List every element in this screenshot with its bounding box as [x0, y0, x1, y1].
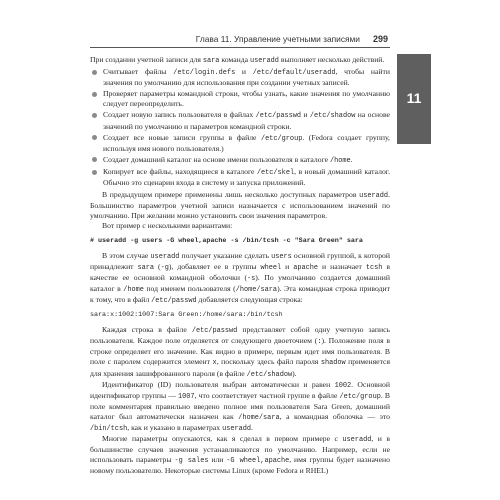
list-item: Создает все новые записи группы в файле /etc/group. (Fedora создает группу, используя имя нового пользователя.): [90, 133, 390, 154]
chapter-title: Глава 11. Управление учетными записями: [195, 34, 360, 44]
id-paragraph: Идентификатор (ID) пользователя выбран автоматически и равен 1002. Основной идентификатор группы — 1007, что соответствует частной группе в файле /etc/group. В поле комментария правильно введено полное имя пользователя Sara Green, домашний каталог был автоматически назначен как /home/sara, а командная оболочка — это /bin/tcsh, как и указано в параметрах useradd.: [90, 379, 391, 433]
list-item: Проверяет параметры командной строки, чтобы узнать, какие значения по умолчанию следует переопределить.: [90, 89, 390, 109]
body-text: [90, 55, 390, 476]
chapter-tab: [397, 54, 431, 144]
list-item: Считывает файлы /etc/login.defs и /etc/default/useradd, чтобы найти значения по умолчанию для использования при создании учетных записей.: [90, 67, 390, 88]
action-list: [90, 67, 390, 188]
bullet-icon: [92, 70, 97, 75]
intro-paragraph: При создании учетной записи для sara команда useradd выполняет несколько действий.: [90, 55, 385, 65]
options-paragraph: В предыдущем примере применены лишь несколько доступных параметров useradd. Большинство параметров учетной записи назначается с использованием значений по умолчанию. При желании можно установить свои значения параметров.: [90, 190, 390, 221]
bullet-icon: [92, 135, 97, 140]
list-item: Создает новую запись пользователя в файлах /etc/passwd и /etc/shadow на основе значений по умолчанию и параметров командной строки.: [90, 110, 390, 131]
command-example: # useradd -g users -G wheel,apache -s /bin/tcsh -c "Sara Green" sara: [90, 236, 363, 245]
header-rule: [90, 47, 390, 48]
page-number: 299: [372, 34, 388, 44]
example-intro: Вот пример с несколькими вариантами:: [102, 221, 233, 231]
passwd-paragraph: Каждая строка в файле /etc/passwd представляет собой одну учетную запись пользователя. Каждое поле отделяется от следующего двоеточием (:). Положение поля в строке определяет его значение. Как видно в примере, первым идет имя пользователя. В поле с паролем содержится элемент x, поскольку здесь файл пароля shadow применяется для хранения зашифрованного пароля (в файле /etc/shadow).: [90, 325, 391, 379]
chapter-tab-label: 11: [406, 90, 422, 106]
list-item: Создает домашний каталог на основе имени пользователя в каталоге /home.: [90, 155, 390, 166]
list-item: Копирует все файлы, находящиеся в каталоге /etc/skel, в новый домашний каталог. Обычно это сценарии входа в систему и запуска приложений.: [90, 167, 390, 188]
explanation-paragraph: В этом случае useradd получает указание сделать users основной группой, к которой принадлежит sara (-g), добавляет ее в группы wheel и apache и назначает tcsh в качестве ее основной командной оболочки (-s). По умолчанию создается домашний каталог в /home под именем пользователя (/home/sara). Эта командная строка приводит к тому, что в файл /etc/passwd добавляется следующая строка:: [90, 250, 391, 305]
running-header: [90, 34, 390, 48]
defaults-paragraph: Многие параметры опускаются, как я сделал в первом примере с useradd, и в большинстве случаев значения устанавливаются по умолчанию. Например, если не использовать параметры -g sales или -G wheel,apache, имя группы будет назначено новому пользователю. Некоторые системы Linux (кроме Fedora и RHEL): [90, 434, 390, 476]
passwd-line-example: sara:x:1002:1007:Sara Green:/home/sara:/bin/tcsh: [90, 311, 283, 320]
bullet-icon: [92, 170, 97, 175]
bullet-icon: [92, 157, 97, 162]
bullet-icon: [92, 92, 97, 97]
bullet-icon: [92, 113, 97, 118]
